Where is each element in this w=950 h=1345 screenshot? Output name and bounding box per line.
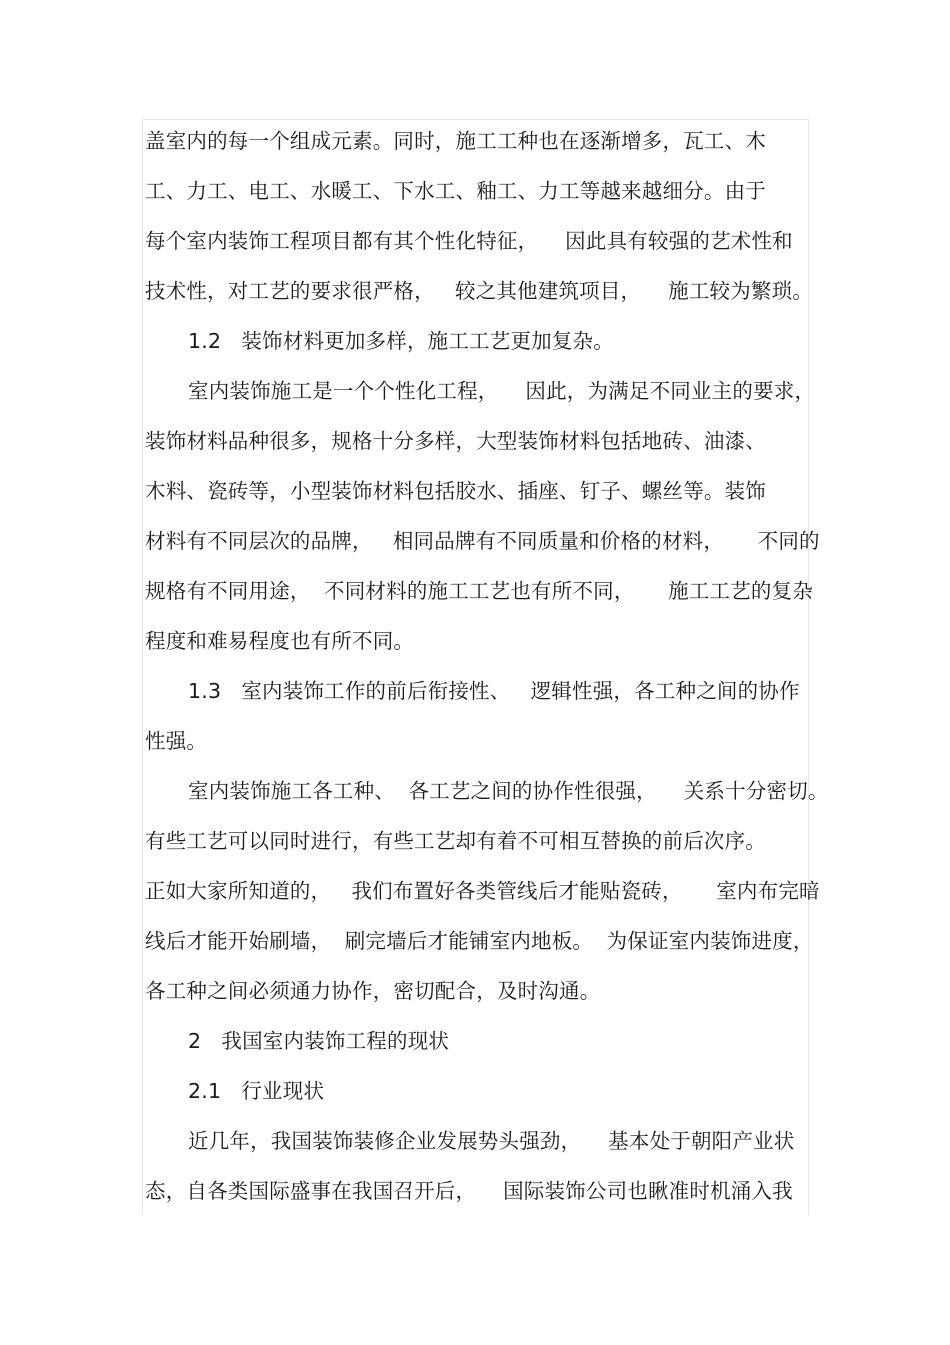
text-line: 盖室内的每一个组成元素。同时，施工工种也在逐渐增多，瓦工、木 — [145, 129, 766, 153]
text-line: 态，自各类国际盛事在我国召开后， 国际装饰公司也瞅准时机涌入我 — [145, 1179, 793, 1203]
text-line: 有些工艺可以同时进行，有些工艺却有着不可相互替换的前后次序。 — [145, 829, 766, 853]
text-line: 室内装饰施工是一个个性化工程， 因此，为满足不同业主的要求， — [188, 379, 816, 403]
text-line: 线后才能开始刷墙， 刷完墙后才能铺室内地板。 为保证室内装饰进度， — [145, 929, 814, 953]
text-line: 工、力工、电工、水暖工、下水工、釉工、力工等越来越细分。由于 — [145, 179, 766, 203]
section-heading: 1.2 装饰材料更加多样，施工工艺更加复杂。 — [188, 329, 614, 353]
text-line: 技术性，对工艺的要求很严格， 较之其他建筑项目， 施工较为繁琐。 — [145, 279, 814, 303]
text-line: 室内装饰施工各工种、 各工艺之间的协作性很强， 关系十分密切。 — [188, 779, 829, 803]
section-heading: 2 我国室内装饰工程的现状 — [188, 1029, 450, 1053]
text-line: 程度和难易程度也有所不同。 — [145, 629, 415, 653]
text-line: 规格有不同用途， 不同材料的施工工艺也有所不同， 施工工艺的复杂 — [145, 579, 814, 603]
section-heading-continued: 性强。 — [145, 729, 208, 753]
text-line: 每个室内装饰工程项目都有其个性化特征， 因此具有较强的艺术性和 — [145, 229, 793, 253]
subsection-heading: 2.1 行业现状 — [188, 1079, 325, 1103]
text-line: 近几年，我国装饰装修企业发展势头强劲， 基本处于朝阳产业状 — [188, 1129, 795, 1153]
section-heading: 1.3 室内装饰工作的前后衔接性、 逻辑性强，各工种之间的协作 — [188, 679, 800, 703]
text-line: 材料有不同层次的品牌， 相同品牌有不同质量和价格的材料， 不同的 — [145, 529, 820, 553]
text-line: 正如大家所知道的， 我们布置好各类管线后才能贴瓷砖， 室内布完暗 — [145, 879, 820, 903]
text-line: 装饰材料品种很多，规格十分多样，大型装饰材料包括地砖、油漆、 — [145, 429, 766, 453]
text-line: 各工种之间必须通力协作，密切配合，及时沟通。 — [145, 979, 601, 1003]
text-line: 木料、瓷砖等，小型装饰材料包括胶水、插座、钉子、螺丝等。装饰 — [145, 479, 766, 503]
